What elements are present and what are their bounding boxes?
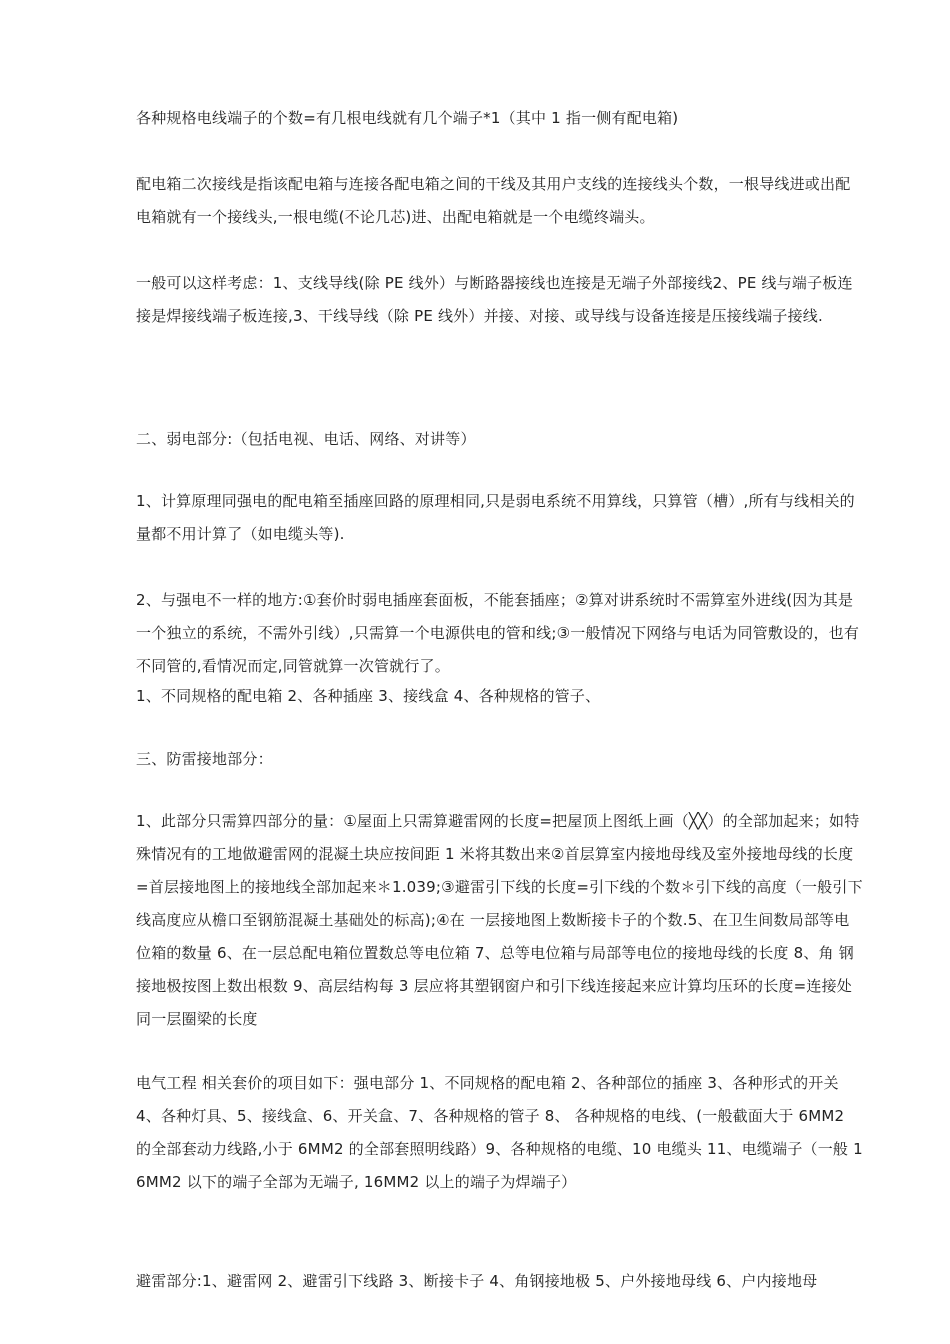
paragraph-secondary-wiring: 配电箱二次接线是指该配电箱与连接各配电箱之间的干线及其用户支线的连接线头个数，一根导线进或出配电箱就有一个接线头,一根电缆(不论几芯)进、出配电箱就是一个电缆终端头。 [136,175,851,226]
paragraph-weak-items: 1、不同规格的配电箱 2、各种插座 3、接线盒 4、各种规格的管子、 [136,687,601,705]
heading-weak-current: 二、弱电部分:（包括电视、电话、网络、对讲等） [136,430,476,448]
paragraph-lightning-calc: 1、此部分只需算四部分的量：①屋面上只需算避雷网的长度=把屋顶上图纸上画（╳╳）的全部加起来；如特殊情况有的工地做避雷网的混凝土块应按间距 1 米将其数出来②首层算室内接地母线及室外接地母线的长度=首层接地图上的接地线全部加起来＊1.039;③避雷引下线的长度=引下线的个数＊引下线的高度（一般引下线高度应从檐口至钢筋混凝土基础处的标高);④在 一层接地图上数断接卡子的个数.5、在卫生间数局部等电位箱的数量 6、在一层总配电箱位置数总等电位箱 7、总等电位箱与局部等电位的接地母线的长度 8、角 钢接地极按图上数出根数 9、高层结构每 3 层应将其塑钢窗户和引下线连接起来应计算均压环的长度=连接处同一层圈梁的长度 [136,812,863,1028]
paragraph-terminal-count: 各种规格电线端子的个数=有几根电线就有几个端子*1（其中 1 指一侧有配电箱) [136,109,679,127]
paragraph-weak-principle: 1、计算原理同强电的配电箱至插座回路的原理相同,只是弱电系统不用算线，只算管（槽）,所有与线相关的量都不用计算了（如电缆头等). [136,492,855,543]
paragraph-weak-differences: 2、与强电不一样的地方:①套价时弱电插座套面板，不能套插座；②算对讲系统时不需算室外进线(因为其是一个独立的系统，不需外引线）,只需算一个电源供电的管和线;③一般情况下网络与电话为同管敷设的，也有不同管的,看情况而定,同管就算一次管就行了。 [136,591,860,675]
paragraph-considerations: 一般可以这样考虑：1、支线导线(除 PE 线外）与断路器接线也连接是无端子外部接线2、PE 线与端子板连接是焊接线端子板连接,3、干线导线（除 PE 线外）并接、对接、或导线与设备连接是压接线端子接线. [136,274,853,325]
paragraph-lightning-items: 避雷部分:1、避雷网 2、避雷引下线路 3、断接卡子 4、角钢接地极 5、户外接地母线 6、户内接地母 [136,1272,818,1290]
heading-lightning-grounding: 三、防雷接地部分： [136,750,273,768]
paragraph-electrical-pricing: 电气工程 相关套价的项目如下：强电部分 1、不同规格的配电箱 2、各种部位的插座 3、各种形式的开关 4、各种灯具、5、接线盒、6、开关盒、7、各种规格的管子 8、 各种规格的电线、(一般截面大于 6MM2 的全部套动力线路,小于 6MM2 的全部套照明线路）9、各种规格的电缆、10 电缆头 11、电缆端子（一般 16MM2 以下的端子全部为无端子, 16MM2 以上的端子为焊端子） [136,1074,863,1191]
